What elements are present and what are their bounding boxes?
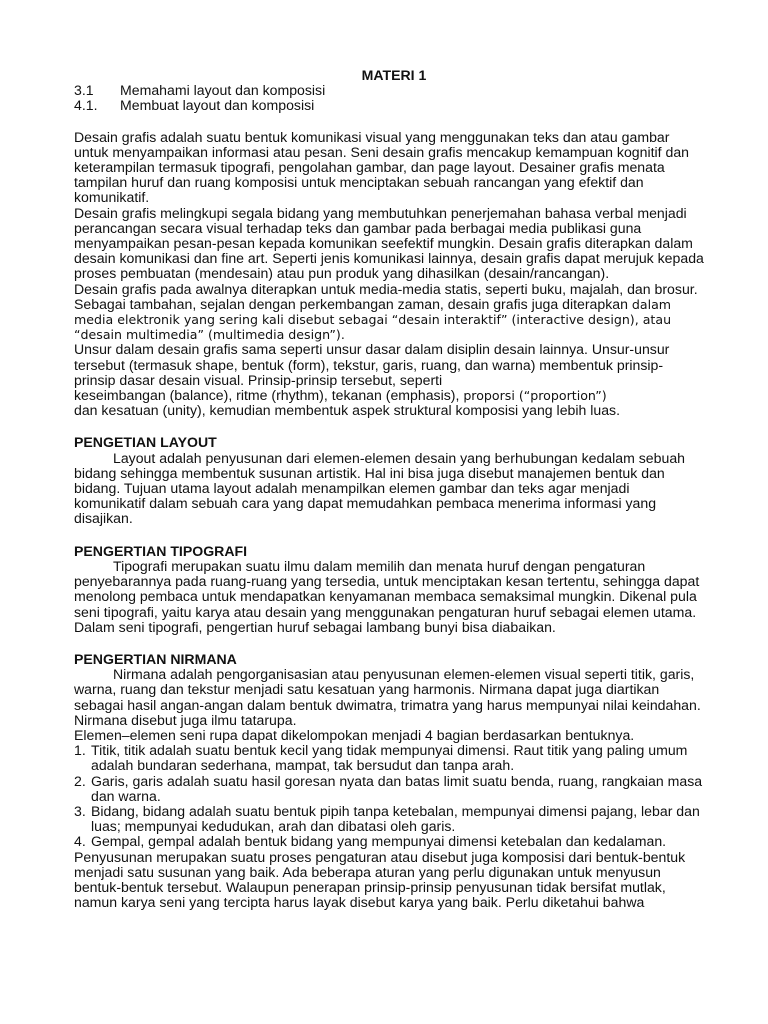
list-item: [74, 743, 704, 773]
list-item-number: 2.: [74, 772, 86, 789]
toc-text: Memahami layout dan komposisi: [120, 82, 326, 99]
media-paragraph: [74, 282, 704, 343]
list-item: [74, 804, 704, 834]
list-item: [74, 834, 704, 849]
intro-paragraph: Desain grafis melingkupi segala bidang yang membutuhkan penerjemahan bahasa verbal menjadi perancangan secara visual terhadap teks dan gambar pada berbagai media publikasi guna menyampaikan pesan-pesan kepada komunikan seefektif mungkin. Desain grafis diterapkan dalam desain komunikasi dan fine art. Seperti jenis komunikasi lainnya, desain grafis dapat merujuk kepada proses pembuatan (mendesain) atau pun produk yang dihasilkan (desain/rancangan).: [74, 204, 704, 282]
section-heading-nirmana: PENGERTIAN NIRMANA: [74, 650, 237, 667]
intro-section: [74, 130, 704, 419]
list-item-text: Garis, garis adalah suatu hasil goresan nyata dan batas limit suatu benda, ruang, rangkaian masa dan warna.: [91, 772, 703, 804]
list-item: [74, 774, 704, 804]
section-body-nirmana: Nirmana adalah pengorganisasian atau penyusunan elemen-elemen visual seperti titik, garis, warna, ruang dan tekstur menjadi satu kesatuan yang harmonis. Nirmana dapat juga diartikan sebagai hasil angan-angan dalam bentuk dwimatra, trimatra yang harus mempunyai nilai keindahan. Nirmana disebut juga ilmu tatarupa.: [74, 666, 701, 728]
toc-item: [74, 98, 704, 113]
unity-line: dan kesatuan (unity), kemudian membentuk aspek struktural komposisi yang lebih luas.: [74, 402, 621, 419]
section-body-layout: Layout adalah penyusunan dari elemen-elemen desain yang berhubungan kedalam sebuah bidang sehingga membentuk susunan artistik. Hal ini bisa juga disebut manajemen bentuk dan bidang. Tujuan utama layout adalah menampilkan elemen gambar dan teks agar menjadi komunikatif dalam sebuah cara yang dapat memudahkan pembaca menerima informasi yang disajikan.: [74, 449, 686, 527]
toc-text: Membuat layout dan komposisi: [120, 97, 315, 114]
section-heading-tipografi: PENGERTIAN TIPOGRAFI: [74, 542, 248, 559]
list-item-text: Titik, titik adalah suatu bentuk kecil yang tidak mempunyai dimensi. Raut titik yang paling umum adalah bundaran sederhana, mampat, tak bersudut dan tanpa arah.: [91, 742, 688, 774]
toc-item: [74, 83, 704, 98]
list-item-text: Gempal, gempal adalah bentuk bidang yang mempunyai dimensi ketebalan dan kedalaman.: [91, 833, 667, 850]
list-intro: Elemen–elemen seni rupa dapat dikelompokan menjadi 4 bagian berdasarkan bentuknya.: [74, 726, 635, 743]
table-of-contents: [74, 83, 704, 113]
section-heading-layout: PENGETIAN LAYOUT: [74, 434, 217, 451]
elements-paragraph: Unsur dalam desain grafis sama seperti unsur dasar dalam disiplin desain lainnya. Unsur-unsur tersebut (termasuk shape, bentuk (form), tekstur, garis, ruang, dan warna) membentuk prinsip-prinsip dasar desain visual. Prinsip-prinsip tersebut, seperti: [74, 341, 670, 388]
proportion-text: proporsi (“proportion”): [463, 388, 607, 404]
intro-paragraph: Desain grafis adalah suatu bentuk komunikasi visual yang menggunakan teks dan atau gambar untuk menyampaikan informasi atau pesan. Seni desain grafis mencakup kemampuan kognitif dan keterampilan termasuk tipografi, pengolahan gambar, dan page layout. Desainer grafis menata tampilan huruf dan ruang komposisi untuk menciptakan sebuah rancangan yang efektif dan komunikatif.: [74, 128, 689, 206]
principles-text: keseimbangan (balance), ritme (rhythm), tekanan (emphasis),: [74, 387, 464, 404]
closing-paragraph: Penyusunan merupakan suatu proses pengaturan atau disebut juga komposisi dari bentuk-bentuk menjadi satu susunan yang baik. Ada beberapa aturan yang perlu digunakan untuk menyusun bentuk-bentuk tersebut. Walaupun penerapan prinsip-prinsip penyusunan tidak bersifat mutlak, namun karya seni yang tercipta harus layak disebut karya yang baik. Perlu diketahui bahwa: [74, 848, 686, 911]
section-body-tipografi: Tipografi merupakan suatu ilmu dalam memilih dan menata huruf dengan pengaturan penyebarannya pada ruang-ruang yang tersedia, untuk menciptakan kesan tertentu, sehingga dapat menolong pembaca untuk mendapatkan kenyamanan membaca semaksimal mungkin. Dikenal pula seni tipografi, yaitu karya atau desain yang menggunakan pengaturan huruf sebagai elemen utama. Dalam seni tipografi, pengertian huruf sebagai lambang bunyi bisa diabaikan.: [74, 557, 700, 635]
page-title: MATERI 1: [361, 67, 427, 83]
element-list: [74, 743, 704, 849]
media-paragraph-text: Desain grafis pada awalnya diterapkan untuk media-media statis, seperti buku, majalah, dan brosur. Sebagai tambahan, sejalan dengan perkembangan zaman, desain grafis juga diterapkan: [74, 280, 698, 312]
toc-number: 4.1.: [74, 97, 98, 114]
list-item-number: 1.: [74, 742, 86, 759]
list-item-number: 4.: [74, 833, 86, 850]
list-item-number: 3.: [74, 802, 86, 819]
toc-number: 3.1: [74, 82, 94, 99]
media-paragraph-text-small: dalam media elektronik yang sering kali disebut sebagai “desain interaktif” (interactive design), atau “desain multimedia” (multimedia design”).: [74, 296, 672, 343]
principles-line: [74, 388, 704, 403]
document-body: [74, 68, 704, 910]
list-item-text: Bidang, bidang adalah suatu bentuk pipih tanpa ketebalan, mempunyai dimensi pajang, lebar dan luas; mempunyai kedudukan, arah dan dibatasi oleh garis.: [91, 802, 700, 835]
